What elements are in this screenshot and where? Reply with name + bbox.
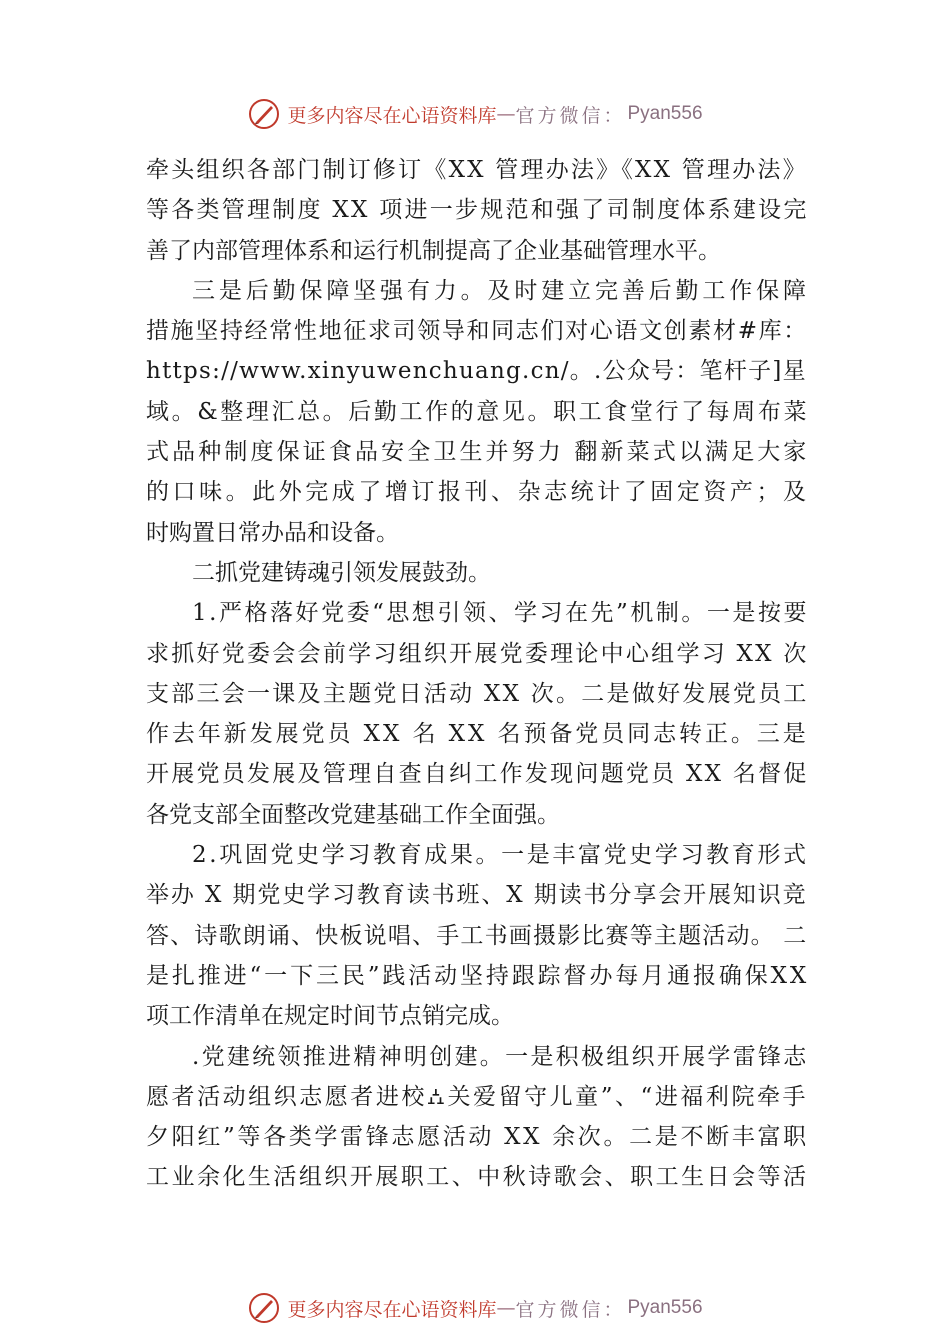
text-line: 举办 X 期党史学习教育读书班、X 期读书分享会开展知识竞 <box>146 882 808 909</box>
quill-logo-icon <box>247 97 281 131</box>
banner-official-label: 官方微信： <box>515 1298 626 1321</box>
banner-main-text: 更多内容尽在心语资料库 <box>287 104 497 127</box>
text-line: 愿者活动组织志愿者进校⛼关爱留守儿童”、“进福利院牵手 <box>146 1083 809 1110</box>
text-line: 域。&整理汇总。后勤工作的意见。职工食堂行了每周布菜 <box>146 398 810 425</box>
footer-banner <box>0 1288 950 1328</box>
text-line: https://www.xinyuwenchuang.cn/。.公众号：笔杆子]星 <box>146 358 807 385</box>
text-line: 开展党员发展及管理自查自纠工作发现问题党员 XX 名督促 <box>146 761 809 788</box>
banner-dash: — <box>496 103 516 125</box>
header-banner <box>0 94 950 134</box>
text-line: 工业余化生活组织开展职工、中秋诗歌会、职工生日会等活 <box>146 1164 809 1191</box>
banner-main-text: 更多内容尽在心语资料库 <box>287 1298 497 1321</box>
banner-official-label: 官方微信： <box>515 104 626 127</box>
text-line: 各党支部全面整改党建基础工作全面强。 <box>146 801 560 828</box>
body-text <box>146 150 810 1198</box>
text-line: 三是后勤保障坚强有力。及时建立完善后勤工作保障 <box>192 277 810 304</box>
banner-dash: — <box>496 1297 516 1319</box>
banner-wechat-id: Pyan556 <box>627 103 703 124</box>
text-line: 求抓好党委会会前学习组织开展党委理论中心组学习 XX 次 <box>146 640 809 667</box>
text-line: 2.巩固党史学习教育成果。一是丰富党史学习教育形式 <box>192 842 809 869</box>
text-line: 答、诗歌朗诵、快板说唱、手工书画摄影比赛等主题活动。 二 <box>146 922 808 949</box>
text-line: 善了内部管理体系和运行机制提高了企业基础管理水平。 <box>146 237 721 264</box>
text-line: 1.严格落好党委“思想引领、学习在先”机制。一是按要 <box>192 600 809 627</box>
banner-wechat-id: Pyan556 <box>627 1297 703 1318</box>
section-heading: 二抓党建铸魂引领发展鼓劲。 <box>192 559 491 586</box>
text-line: 是扎推进“一下三民”践活动坚持跟踪督办每月通报确保XX <box>146 962 810 989</box>
quill-logo-icon <box>247 1291 281 1325</box>
text-line: 牵头组织各部门制订修订《XX 管理办法》《XX 管理办法》 <box>146 157 808 183</box>
text-line: 时购置日常办品和设备。 <box>146 519 399 546</box>
text-line: 等各类管理制度 XX 项进一步规范和强了司制度体系建设完 <box>146 197 809 224</box>
text-line: 措施坚持经常性地征求司领导和同志们对心语文创素材#库： <box>146 318 808 345</box>
text-line: 支部三会一课及主题党日活动 XX 次。二是做好发展党员工 <box>146 680 809 707</box>
text-line: 作去年新发展党员 XX 名 XX 名预备党员同志转正。三是 <box>146 721 809 748</box>
text-line: 式品种制度保证食品安全卫生并努力 翻新菜式以满足大家 <box>146 439 810 466</box>
text-line: 夕阳红”等各类学雷锋志愿活动 XX 余次。二是不断丰富职 <box>146 1124 809 1151</box>
text-line: .党建统领推进精神明创建。一是积极组织开展学雷锋志 <box>192 1043 809 1070</box>
text-line: 的口味。此外完成了增订报刊、杂志统计了固定资产；及 <box>146 479 810 506</box>
text-line: 项工作清单在规定时间节点销完成。 <box>146 1003 514 1030</box>
